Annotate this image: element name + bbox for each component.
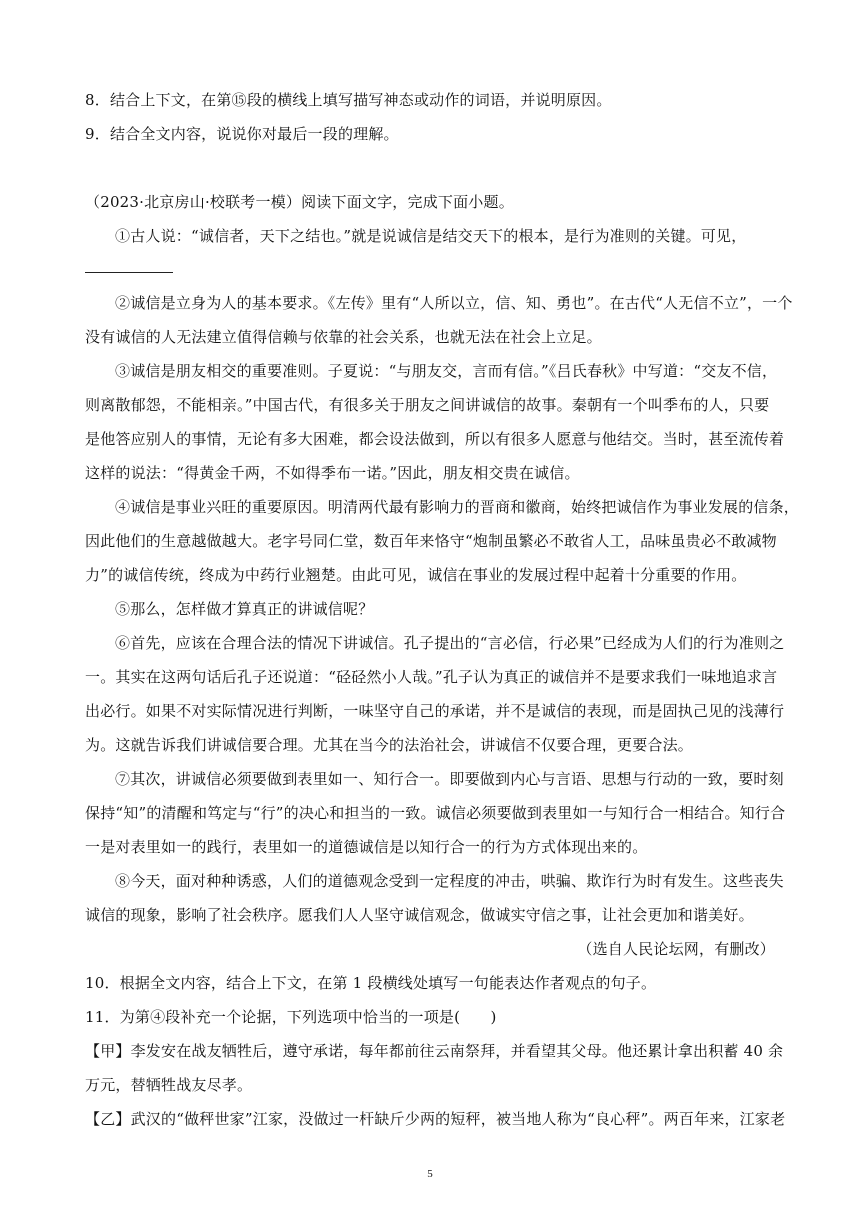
option-b-line: 【乙】武汉的“做秤世家”江家，没做过一杆缺斤少两的短秤，被当地人称为“良心秤”。两百年来，江家老 <box>85 1110 786 1128</box>
paragraph-6-line: 一。其实在这两句话后孔子还说道：“硁硁然小人哉。”孔子认为真正的诚信并不是要求我们一味地追求言 <box>85 668 778 686</box>
page-number: 5 <box>427 1168 433 1180</box>
question-9: 9．结合全文内容，说说你对最后一段的理解。 <box>85 125 399 143</box>
passage-source: （2023·北京房山·校联考一模）阅读下面文字，完成下面小题。 <box>85 193 514 211</box>
paragraph-6-line: ⑥首先，应该在合理合法的情况下讲诚信。孔子提出的“言必信，行必果”已经成为人们的行为准则之 <box>115 634 785 652</box>
question-10: 10．根据全文内容，结合上下文，在第 1 段横线处填写一句能表达作者观点的句子。 <box>85 974 657 992</box>
paragraph-4-line: ④诚信是事业兴旺的重要原因。明清两代最有影响力的晋商和徽商，始终把诚信作为事业发展的信条， <box>115 498 800 516</box>
paragraph-2-line: ②诚信是立身为人的基本要求。《左传》里有“人所以立，信、知、勇也”。在古代“人无信不立”，一个 <box>115 294 793 312</box>
question-8: 8．结合上下文，在第⑮段的横线上填写描写神态或动作的词语，并说明原因。 <box>85 91 612 109</box>
paragraph-4-line: 因此他们的生意越做越大。老字号同仁堂，数百年来恪守“炮制虽繁必不敢省人工，品味虽贵必不敢减物 <box>85 532 777 550</box>
answer-blank-line <box>85 272 173 273</box>
option-a-line: 【甲】李发安在战友牺牲后，遵守承诺，每年都前往云南祭拜，并看望其父母。他还累计拿出积蓄 40 余 <box>85 1042 784 1060</box>
question-11: 11．为第④段补充一个论据，下列选项中恰当的一项是( ) <box>85 1008 497 1026</box>
paragraph-8-line: 诚信的现象，影响了社会秩序。愿我们人人坚守诚信观念，做诚实守信之事，让社会更加和谐美好。 <box>85 906 754 924</box>
paragraph-8-line: ⑧今天，面对种种诱惑，人们的道德观念受到一定程度的冲击，哄骗、欺诈行为时有发生。这些丧失 <box>115 872 784 890</box>
paragraph-7-line: ⑦其次，讲诚信必须要做到表里如一、知行合一。即要做到内心与言语、思想与行动的一致，要时刻 <box>115 770 784 788</box>
paragraph-6-line: 出必行。如果不对实际情况进行判断，一味坚守自己的承诺，并不是诚信的表现，而是固执己见的浅薄行 <box>85 702 785 720</box>
paragraph-1-line: ①古人说：“诚信者，天下之结也。”就是说诚信是结交天下的根本，是行为准则的关键。可见， <box>115 227 747 245</box>
paragraph-7-line: 一是对表里如一的践行，表里如一的道德诚信是以知行合一的行为方式体现出来的。 <box>85 838 648 856</box>
paragraph-7-line: 保持“知”的清醒和笃定与“行”的决心和担当的一致。诚信必须要做到表里如一与知行合一相结合。知行合 <box>85 804 786 822</box>
option-a-line: 万元，替牺牲战友尽孝。 <box>85 1076 253 1094</box>
paragraph-3-line: 则离散郁怨，不能相亲。”中国古代，有很多关于朋友之间讲诚信的故事。秦朝有一个叫季布的人，只要 <box>85 396 770 414</box>
paragraph-3-line: ③诚信是朋友相交的重要准则。子夏说：“与朋友交，言而有信。”《吕氏春秋》中写道：“交友不信， <box>115 362 778 380</box>
paragraph-6-line: 为。这就告诉我们讲诚信要合理。尤其在当今的法治社会，讲诚信不仅要合理，更要合法。 <box>85 736 694 754</box>
paragraph-4-line: 力”的诚信传统，终成为中药行业翘楚。由此可见，诚信在事业的发展过程中起着十分重要的作用。 <box>85 566 747 584</box>
passage-attribution: （选自人民论坛网，有删改） <box>577 940 775 958</box>
paragraph-3-line: 是他答应别人的事情，无论有多大困难，都会设法做到，所以有很多人愿意与他结交。当时，甚至流传着 <box>85 430 785 448</box>
paragraph-5-line: ⑤那么，怎样做才算真正的讲诚信呢？ <box>115 600 374 618</box>
paragraph-3-line: 这样的说法：“得黄金千两，不如得季布一诺。”因此，朋友相交贵在诚信。 <box>85 464 580 482</box>
paragraph-2-line: 没有诚信的人无法建立值得信赖与依靠的社会关系，也就无法在社会上立足。 <box>85 328 602 346</box>
